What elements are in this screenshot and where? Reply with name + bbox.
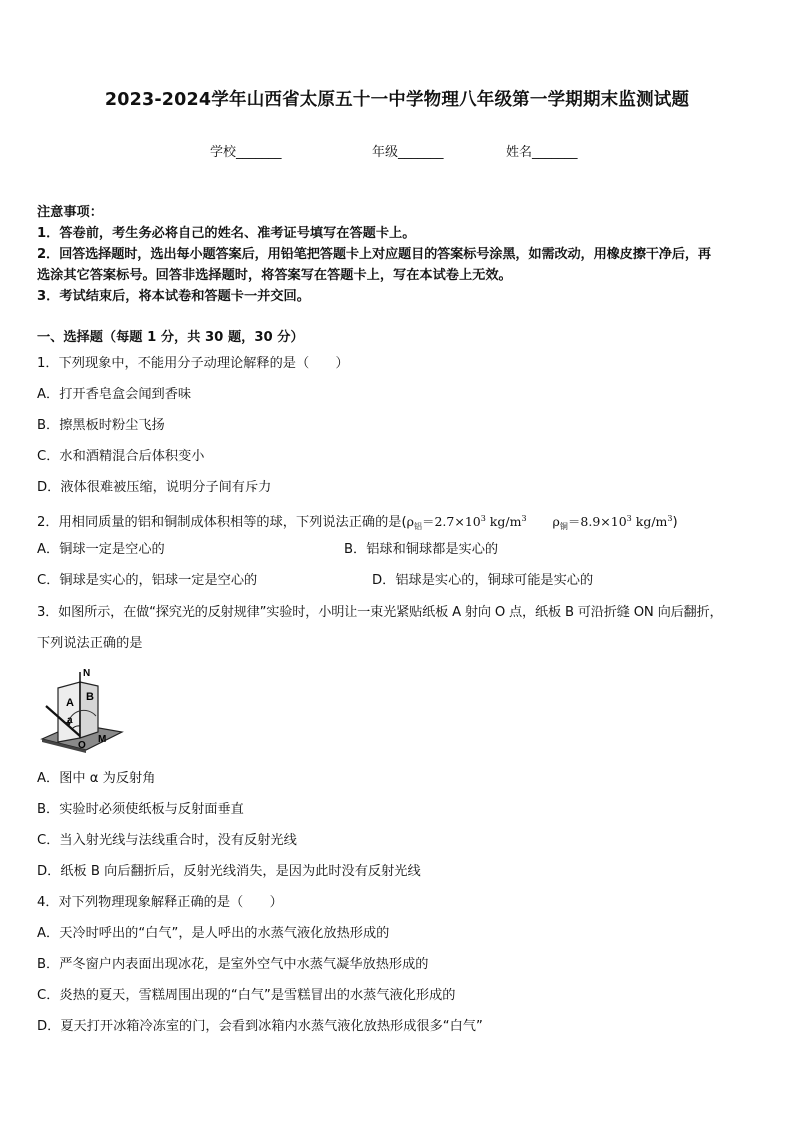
q2-density-al [407, 514, 527, 529]
q3-option-c: C．当入射光线与法线重合时，没有反射光线 [37, 833, 297, 848]
label-b: B [86, 691, 94, 703]
label-o: O [78, 740, 86, 751]
notice-item-3: 3．考试结束后，将本试卷和答题卡一并交回。 [37, 289, 310, 304]
school-field: 学校_______ [210, 145, 282, 160]
label-m: M [98, 734, 107, 745]
q4-option-b: B．严冬窗户内表面出现冰花，是室外空气中水蒸气凝华放热形成的 [37, 957, 429, 972]
cu-unit: kg/m [631, 514, 668, 529]
rho-symbol: ρ [406, 514, 414, 529]
q2-stem [37, 508, 760, 537]
q4-option-d: D．夏天打开冰箱冷冻室的门，会看到冰箱内水蒸气液化放热形成很多“白气” [37, 1019, 483, 1034]
q1-option-d: D．液体很难被压缩，说明分子间有斥力 [37, 480, 272, 495]
notice-item-2-line-2: 选涂其它答案标号。回答非选择题时，将答案写在答题卡上，写在本试卷上无效。 [37, 268, 512, 283]
section-heading: 一、选择题（每题 1 分，共 30 题，30 分） [37, 330, 304, 345]
cu-exponent: 3 [626, 514, 632, 523]
q4-option-a: A．天冷时呼出的“白气”，是人呼出的水蒸气液化放热形成的 [37, 926, 390, 941]
label-a: A [66, 697, 74, 709]
q1-stem: 1．下列现象中，不能用分子动理论解释的是（ ） [37, 356, 349, 371]
q1-option-a: A．打开香皂盒会闻到香味 [37, 387, 192, 402]
notice-heading: 注意事项： [37, 205, 103, 220]
q2-stem-text: 2．用相同质量的铝和铜制成体积相等的球，下列说法正确的是( [37, 515, 407, 530]
al-subscript: 铝 [413, 522, 422, 531]
q1-option-b: B．擦黑板时粉尘飞扬 [37, 418, 165, 433]
q4-option-c: C．炎热的夏天，雪糕周围出现的“白气”是雪糕冒出的水蒸气液化形成的 [37, 988, 456, 1003]
reflection-experiment-figure [38, 666, 126, 756]
rho-symbol-2: ρ [552, 514, 560, 529]
q2-density-cu [553, 514, 673, 529]
name-field: 姓名_______ [506, 145, 578, 160]
q3-option-b: B．实验时必须使纸板与反射面垂直 [37, 802, 244, 817]
label-n: N [83, 668, 91, 679]
q3-stem-line-1: 3．如图所示，在做“探究光的反射规律”实验时，小明让一束光紧贴纸板 A 射向 O 点，纸板 B 可沿折缝 ON 向后翻折， [37, 605, 723, 620]
al-unit: kg/m [485, 514, 522, 529]
reflection-diagram [38, 666, 126, 756]
q3-option-d: D．纸板 B 向后翻折后，反射光线消失，是因为此时没有反射光线 [37, 864, 421, 879]
al-exponent: 3 [480, 514, 486, 523]
al-value: ＝2.7×10 [421, 514, 481, 529]
notice-item-2-line-1: 2．回答选择题时，选出每小题答案后，用铅笔把答题卡上对应题目的答案标号涂黑，如需改动，用橡皮擦干净后，再 [37, 247, 711, 262]
label-alpha: a [67, 715, 73, 726]
q2-option-a: A．铜球一定是空心的 [37, 542, 165, 557]
cu-value: ＝8.9×10 [567, 514, 627, 529]
notice-item-1: 1．答卷前，考生务必将自己的姓名、准考证号填写在答题卡上。 [37, 226, 416, 241]
q2-option-d: D．铝球是实心的，铜球可能是实心的 [372, 573, 594, 588]
cu-unit-exponent: 3 [667, 514, 673, 523]
q2-option-b: B．铝球和铜球都是实心的 [344, 542, 499, 557]
al-unit-exponent: 3 [521, 514, 527, 523]
q3-option-a: A．图中 α 为反射角 [37, 771, 156, 786]
q1-option-c: C．水和酒精混合后体积变小 [37, 449, 205, 464]
exam-title: 2023-2024学年山西省太原五十一中学物理八年级第一学期期末监测试题 [104, 90, 690, 110]
q2-close-paren: ) [672, 515, 678, 530]
q4-stem: 4．对下列物理现象解释正确的是（ ） [37, 895, 283, 910]
cu-subscript: 铜 [559, 522, 568, 531]
q3-stem-line-2: 下列说法正确的是 [37, 636, 143, 651]
grade-field: 年级_______ [372, 145, 444, 160]
q2-option-c: C．铜球是实心的，铝球一定是空心的 [37, 573, 258, 588]
